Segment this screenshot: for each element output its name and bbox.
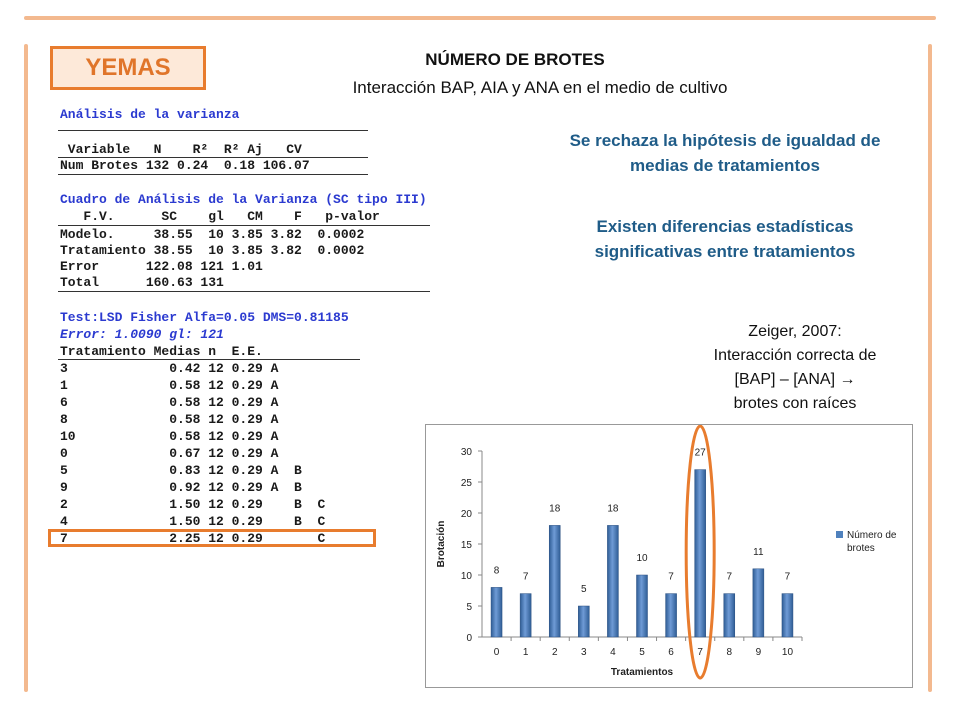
summary-row: Num Brotes 132 0.24 0.18 106.07	[60, 158, 310, 173]
bar	[666, 594, 677, 637]
y-tick-label: 5	[466, 602, 472, 613]
anova-table-header: F.V. SC gl CM F p-valor	[60, 209, 380, 224]
bar	[724, 594, 735, 637]
data-label: 18	[549, 503, 561, 515]
legend-label: Número de	[847, 530, 897, 541]
lsd-row: 2 1.50 12 0.29 B C	[60, 497, 326, 512]
highlight-box	[48, 529, 376, 547]
lsd-row-highlighted: 7 2.25 12 0.29 C	[60, 531, 326, 546]
conclusion-reject: Se rechaza la hipótesis de igualdad de medias de tratamientos	[569, 131, 881, 175]
lsd-row: 9 0.92 12 0.29 A B	[60, 480, 302, 495]
divider	[58, 359, 360, 360]
x-tick-label: 8	[726, 647, 733, 658]
bar	[753, 569, 764, 637]
data-label: 7	[784, 571, 791, 583]
reference-note	[690, 320, 900, 416]
x-tick-label: 6	[668, 647, 674, 658]
divider	[58, 225, 430, 226]
reference-line: [BAP] – [ANA] →	[734, 371, 856, 388]
bar-chart	[425, 424, 913, 688]
x-tick-label: 7	[697, 647, 703, 658]
bar	[491, 587, 502, 637]
divider	[58, 291, 430, 292]
legend-swatch	[836, 531, 843, 538]
bar	[782, 594, 793, 637]
bar	[607, 525, 618, 637]
bar	[695, 470, 706, 637]
bar	[578, 606, 589, 637]
lsd-row: 4 1.50 12 0.29 B C	[60, 514, 326, 529]
y-tick-label: 30	[460, 447, 472, 458]
y-tick-label: 15	[460, 540, 472, 551]
data-label: 27	[694, 447, 706, 459]
bar	[520, 594, 531, 637]
x-tick-label: 2	[551, 647, 558, 658]
lsd-row: 5 0.83 12 0.29 A B	[60, 463, 302, 478]
lsd-row: 10 0.58 12 0.29 A	[60, 429, 279, 444]
bar	[637, 575, 648, 637]
reference-line: Interacción correcta de	[713, 347, 877, 364]
data-label: 18	[607, 503, 619, 515]
data-label: 5	[581, 584, 587, 595]
anova-heading: Análisis de la varianza	[60, 107, 240, 122]
slide-subtitle: Interacción BAP, AIA y ANA en el medio de cultivo	[352, 78, 728, 97]
x-axis-label: Tratamientos	[610, 667, 674, 678]
x-tick-label: 1	[522, 647, 529, 658]
data-label: 8	[493, 565, 500, 577]
anova-table-heading: Cuadro de Análisis de la Varianza (SC tipo III)	[60, 192, 427, 207]
lsd-header: Tratamiento Medias n E.E.	[60, 344, 263, 359]
y-tick-label: 20	[460, 509, 472, 520]
anova-row-modelo: Modelo. 38.55 10 3.85 3.82 0.0002	[60, 227, 365, 242]
bar	[549, 525, 560, 637]
lsd-row: 0 0.67 12 0.29 A	[60, 446, 279, 461]
y-tick-label: 10	[460, 571, 472, 582]
x-tick-label: 4	[610, 647, 616, 658]
lsd-row: 3 0.42 12 0.29 A	[60, 361, 279, 376]
anova-row-error: Error 122.08 121 1.01	[60, 259, 263, 274]
x-tick-label: 0	[493, 647, 500, 658]
x-tick-label: 3	[581, 647, 587, 658]
chart-canvas	[426, 425, 912, 687]
y-axis-label: Brotación	[436, 520, 447, 568]
anova-row-total: Total 160.63 131	[60, 275, 224, 290]
summary-header: Variable N R² R² Aj CV	[60, 142, 302, 157]
data-label: 10	[636, 553, 648, 564]
lsd-row: 1 0.58 12 0.29 A	[60, 378, 279, 393]
anova-row-tratamiento: Tratamiento 38.55 10 3.85 3.82 0.0002	[60, 243, 365, 258]
frame-top-border	[24, 16, 936, 20]
data-label: 7	[668, 571, 674, 583]
conclusion-differences: Existen diferencias estadísticas significativas entre tratamientos	[594, 217, 856, 261]
slide-title: NÚMERO DE BROTES	[425, 50, 605, 69]
lsd-row: 6 0.58 12 0.29 A	[60, 395, 279, 410]
frame-left-border	[24, 44, 28, 692]
data-label: 7	[522, 571, 529, 583]
section-badge: YEMAS	[50, 46, 206, 90]
data-label: 7	[726, 571, 733, 583]
lsd-row: 8 0.58 12 0.29 A	[60, 412, 279, 427]
x-tick-label: 5	[639, 647, 645, 658]
lsd-error: Error: 1.0090 gl: 121	[60, 327, 224, 342]
divider	[58, 130, 368, 131]
divider	[58, 174, 368, 175]
legend-label: brotes	[847, 543, 875, 554]
x-tick-label: 10	[781, 647, 794, 658]
y-tick-label: 0	[466, 633, 472, 644]
lsd-heading: Test:LSD Fisher Alfa=0.05 DMS=0.81185	[60, 310, 349, 325]
reference-author: Zeiger, 2007:	[748, 323, 842, 340]
y-tick-label: 25	[460, 478, 472, 489]
x-tick-label: 9	[755, 647, 762, 658]
data-label: 11	[753, 546, 764, 558]
reference-line: brotes con raíces	[733, 395, 857, 412]
